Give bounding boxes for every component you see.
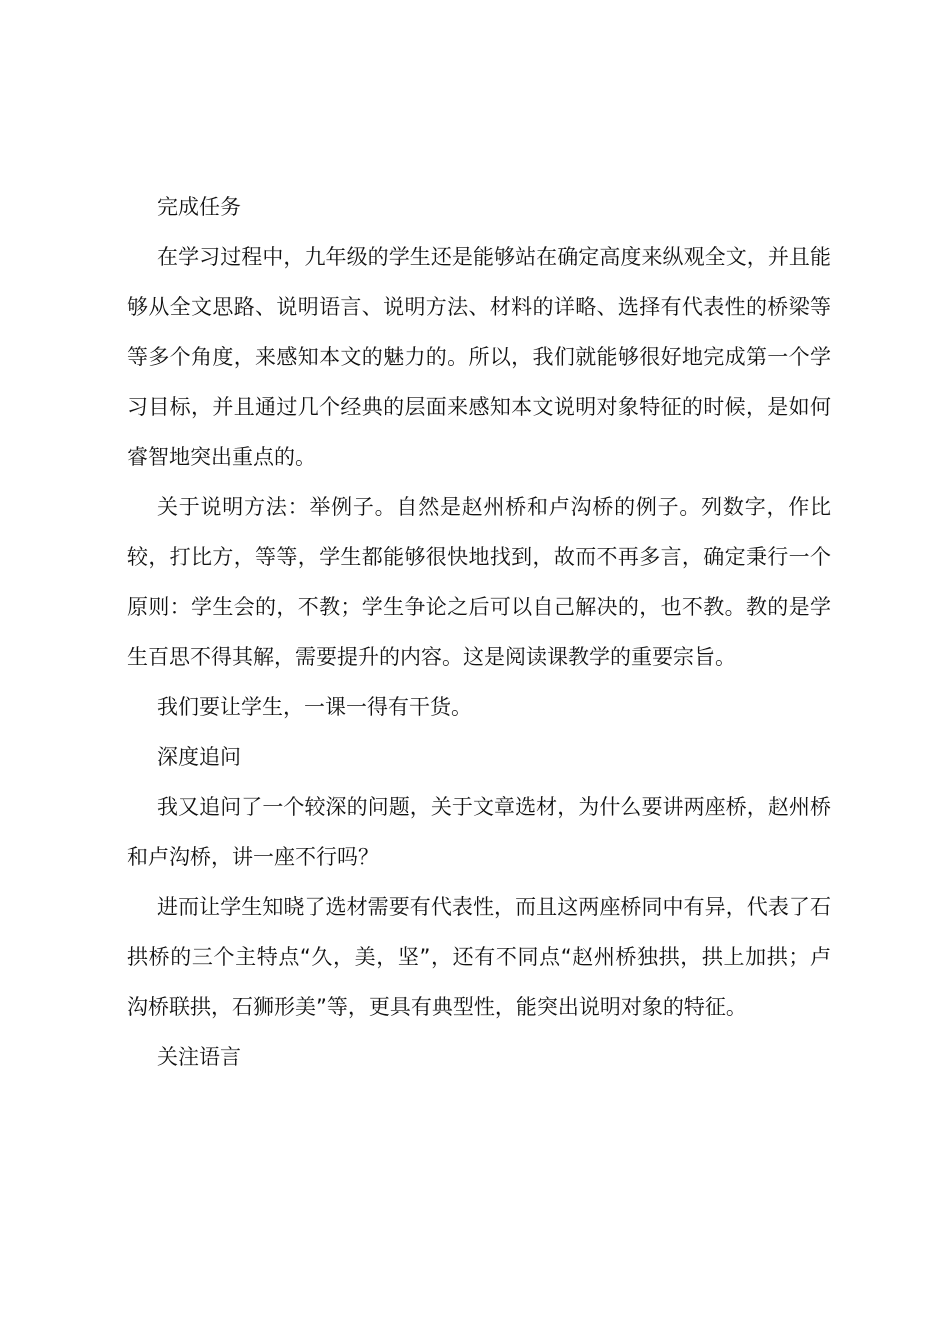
paragraph-question-two-bridges: 我又追问了一个较深的问题，关于文章选材，为什么要讲两座桥，赵州桥和卢沟桥，讲一座不行吗？ <box>127 795 831 869</box>
heading-deep-questioning: 深度追问 <box>157 745 241 769</box>
document-body <box>127 182 831 1082</box>
paragraph-one-lesson-one-gain: 我们要让学生，一课一得有干货。 <box>157 695 472 719</box>
paragraph-representative-selection: 进而让学生知晓了选材需要有代表性，而且这两座桥同中有异，代表了石拱桥的三个主特点“久，美，坚”，还有不同点“赵州桥独拱，拱上加拱；卢沟桥联拱，石狮形美”等，更具有典型性，能突出说明对象的特征。 <box>127 895 831 1019</box>
heading-focus-language: 关注语言 <box>157 1045 241 1069</box>
paragraph-explanation-methods: 关于说明方法：举例子。自然是赵州桥和卢沟桥的例子。列数字，作比较，打比方，等等，学生都能够很快地找到，故而不再多言，确定秉行一个原则：学生会的，不教；学生争论之后可以自己解决的，也不教。教的是学生百思不得其解，需要提升的内容。这是阅读课教学的重要宗旨。 <box>127 495 831 669</box>
heading-complete-task: 完成任务 <box>157 195 241 219</box>
paragraph-learning-process: 在学习过程中，九年级的学生还是能够站在确定高度来纵观全文，并且能够从全文思路、说明语言、说明方法、材料的详略、选择有代表性的桥梁等等多个角度，来感知本文的魅力的。所以，我们就能够很好地完成第一个学习目标，并且通过几个经典的层面来感知本文说明对象特征的时候，是如何睿智地突出重点的。 <box>127 245 831 469</box>
